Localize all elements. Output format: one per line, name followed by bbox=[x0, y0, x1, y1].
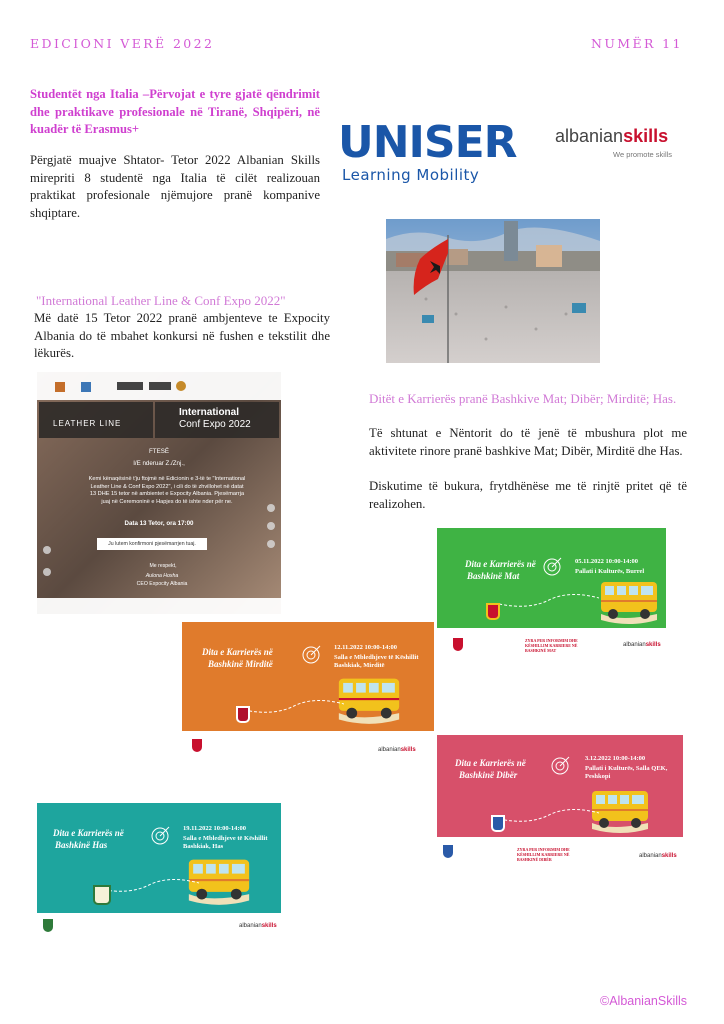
career-target-icon bbox=[549, 755, 571, 777]
albanian-skills-tagline: We promote skills bbox=[613, 150, 673, 159]
mirdite-footer-crest bbox=[192, 739, 202, 752]
flyer-date: Data 13 Tetor, ora 17:00 bbox=[124, 520, 194, 527]
career-day-card-diber bbox=[437, 735, 683, 872]
mat-municipality-crest bbox=[486, 603, 500, 620]
card-mirdite-albanian-skills-logo: albanianskills bbox=[378, 747, 416, 753]
albanian-wordmark: albanian bbox=[555, 126, 624, 146]
card-diber-title-line2: Bashkinë Dibër bbox=[459, 770, 518, 780]
conf-expo-brand-line1: International bbox=[179, 407, 240, 418]
card-diber-date: 3.12.2022 10:00-14:00 bbox=[585, 755, 646, 762]
uniser-wordmark: UNISER bbox=[338, 117, 517, 168]
flyer-invitation-heading: FTESË bbox=[149, 448, 169, 455]
article-erasmus-body: Përgjatë muajve Shtator- Tetor 2022 Albanian Skills mirepriti 8 studentë nga Italia të cilët realizouan praktikat profesionale njëmujore pranë kompanive shqiptare. bbox=[30, 153, 320, 220]
card-mat-title-line2: Bashkinë Mat bbox=[467, 571, 520, 581]
card-diber-albanian-skills-logo: albanianskills bbox=[639, 853, 677, 859]
card-mirdite-date: 12.11.2022 10:00-14:00 bbox=[334, 644, 398, 651]
card-has-place: Salla e Mbledhjeve të Këshillit Bashkiak, Has bbox=[183, 835, 268, 850]
mirdite-municipality-crest bbox=[236, 706, 250, 723]
flyer-regards: Me respekt, bbox=[149, 563, 177, 569]
card-diber-office: ZYRA PER INFORMIM DHE KËSHILLIM KARRIERE NË BASHKINË DIBËR bbox=[517, 847, 570, 862]
card-has-title-line1: Dita e Karrierës në bbox=[53, 828, 124, 838]
card-mat-date: 05.11.2022 10:00-14:00 bbox=[575, 558, 639, 565]
career-day-card-mirdite bbox=[182, 622, 434, 765]
has-municipality-crest bbox=[93, 885, 111, 905]
issue-number: NUMËR 11 bbox=[591, 36, 683, 51]
card-has-title-line2: Bashkinë Has bbox=[55, 840, 108, 850]
uniser-tagline: Learning Mobility bbox=[342, 166, 480, 184]
expo-invitation-flyer bbox=[37, 372, 281, 614]
bus-route-line bbox=[99, 875, 199, 895]
has-footer-crest bbox=[43, 919, 53, 932]
card-mat-place: Pallati i Kulturës, Burrel bbox=[575, 568, 645, 575]
card-mat-albanian-skills-logo: albanianskills bbox=[623, 642, 661, 648]
card-mirdite-title-line1: Dita e Karrierës në bbox=[202, 647, 273, 657]
school-bus-icon bbox=[597, 574, 661, 626]
bus-route-line bbox=[499, 805, 599, 825]
career-target-icon bbox=[541, 556, 563, 578]
article-career-days-body2: Diskutime të bukura, frytdhënëse me të rinjtë pritet që të realizohen. bbox=[369, 479, 687, 511]
card-mat-title-line1: Dita e Karrierës në bbox=[465, 559, 536, 569]
career-target-icon bbox=[149, 825, 171, 847]
career-day-card-mat bbox=[437, 528, 666, 662]
card-mat-office: ZYRA PER INFORMIM DHE KËSHILLIM KARRIERE NË BASHKINË MAT bbox=[525, 638, 578, 653]
uniser-logo bbox=[334, 117, 517, 200]
career-target-icon bbox=[300, 644, 322, 666]
flyer-confirm: Ju lutem konfirmoni pjesëmarrjen tuaj. bbox=[108, 541, 196, 547]
card-diber-title-line1: Dita e Karrierës në bbox=[455, 758, 526, 768]
mat-footer-crest bbox=[453, 638, 463, 651]
diber-municipality-crest bbox=[491, 815, 505, 832]
card-has-date: 19.11.2022 10:00-14:00 bbox=[183, 825, 247, 832]
flyer-salutation: I/E nderuar Z./Znj., bbox=[133, 460, 185, 467]
flyer-body: Kemi kënaqësinë t'ju ftojmë në Edicionin e 3-të te "International Leather Line & Conf Expo 2022", i cili do të zhvillohet në datat 13 DHE 15 tetor në ambientet e Expocity Albania. Pjesëmarrja juaj në Ceremoninë e Hapjes do të ishte nder për ne. bbox=[88, 476, 246, 505]
article-career-days-body1: Të shtunat e Nëntorit do të jenë të mbushura plot me aktivitete rinore pranë bashkive Mat; Dibër, Mirditë dhe Has. bbox=[369, 426, 687, 458]
diber-footer-crest bbox=[443, 845, 453, 858]
article-erasmus-title: Studentët nga Italia –Përvojat e tyre gjatë qëndrimit dhe praktikave profesionale në Tiranë, Shqipëri, në kuadër të Erasmus+ bbox=[30, 87, 320, 136]
skills-wordmark: skills bbox=[623, 126, 669, 146]
flyer-signer-role: CEO Expocity Albania bbox=[136, 581, 188, 587]
career-day-card-has bbox=[37, 803, 281, 940]
flyer-signer: Aulona Hoxha bbox=[145, 573, 179, 579]
article-career-days-title: Ditët e Karrierës pranë Bashkive Mat; Dibër; Mirditë; Has. bbox=[369, 391, 677, 406]
article-expo-body: Më datë 15 Tetor 2022 pranë ambjenteve te Expocity Albania do të mbahet konkursi në fushen e tekstilit dhe lëkurës. bbox=[34, 311, 330, 361]
card-mirdite-title-line2: Bashkinë Mirditë bbox=[208, 659, 273, 669]
edition-label: EDICIONI VERË 2022 bbox=[30, 36, 215, 51]
card-diber-place: Pallati i Kulturës, Salla QEK, Peshkopi bbox=[585, 765, 668, 780]
bus-route-line bbox=[499, 590, 599, 610]
leather-line-brand: LEATHER LINE bbox=[53, 419, 122, 428]
footer-credit: ©AlbanianSkills bbox=[600, 994, 688, 1008]
conf-expo-brand-line2: Conf Expo 2022 bbox=[179, 419, 251, 430]
card-has-albanian-skills-logo: albanianskills bbox=[239, 923, 277, 929]
bus-route-line bbox=[244, 696, 344, 716]
tirana-square-photo bbox=[386, 219, 600, 363]
card-mirdite-place: Salla e Mbledhjeve të Këshillit Bashkiak, Mirditë bbox=[334, 654, 419, 669]
albanian-skills-logo bbox=[545, 88, 683, 213]
article-expo-title: "International Leather Line & Conf Expo 2022" bbox=[36, 293, 286, 308]
